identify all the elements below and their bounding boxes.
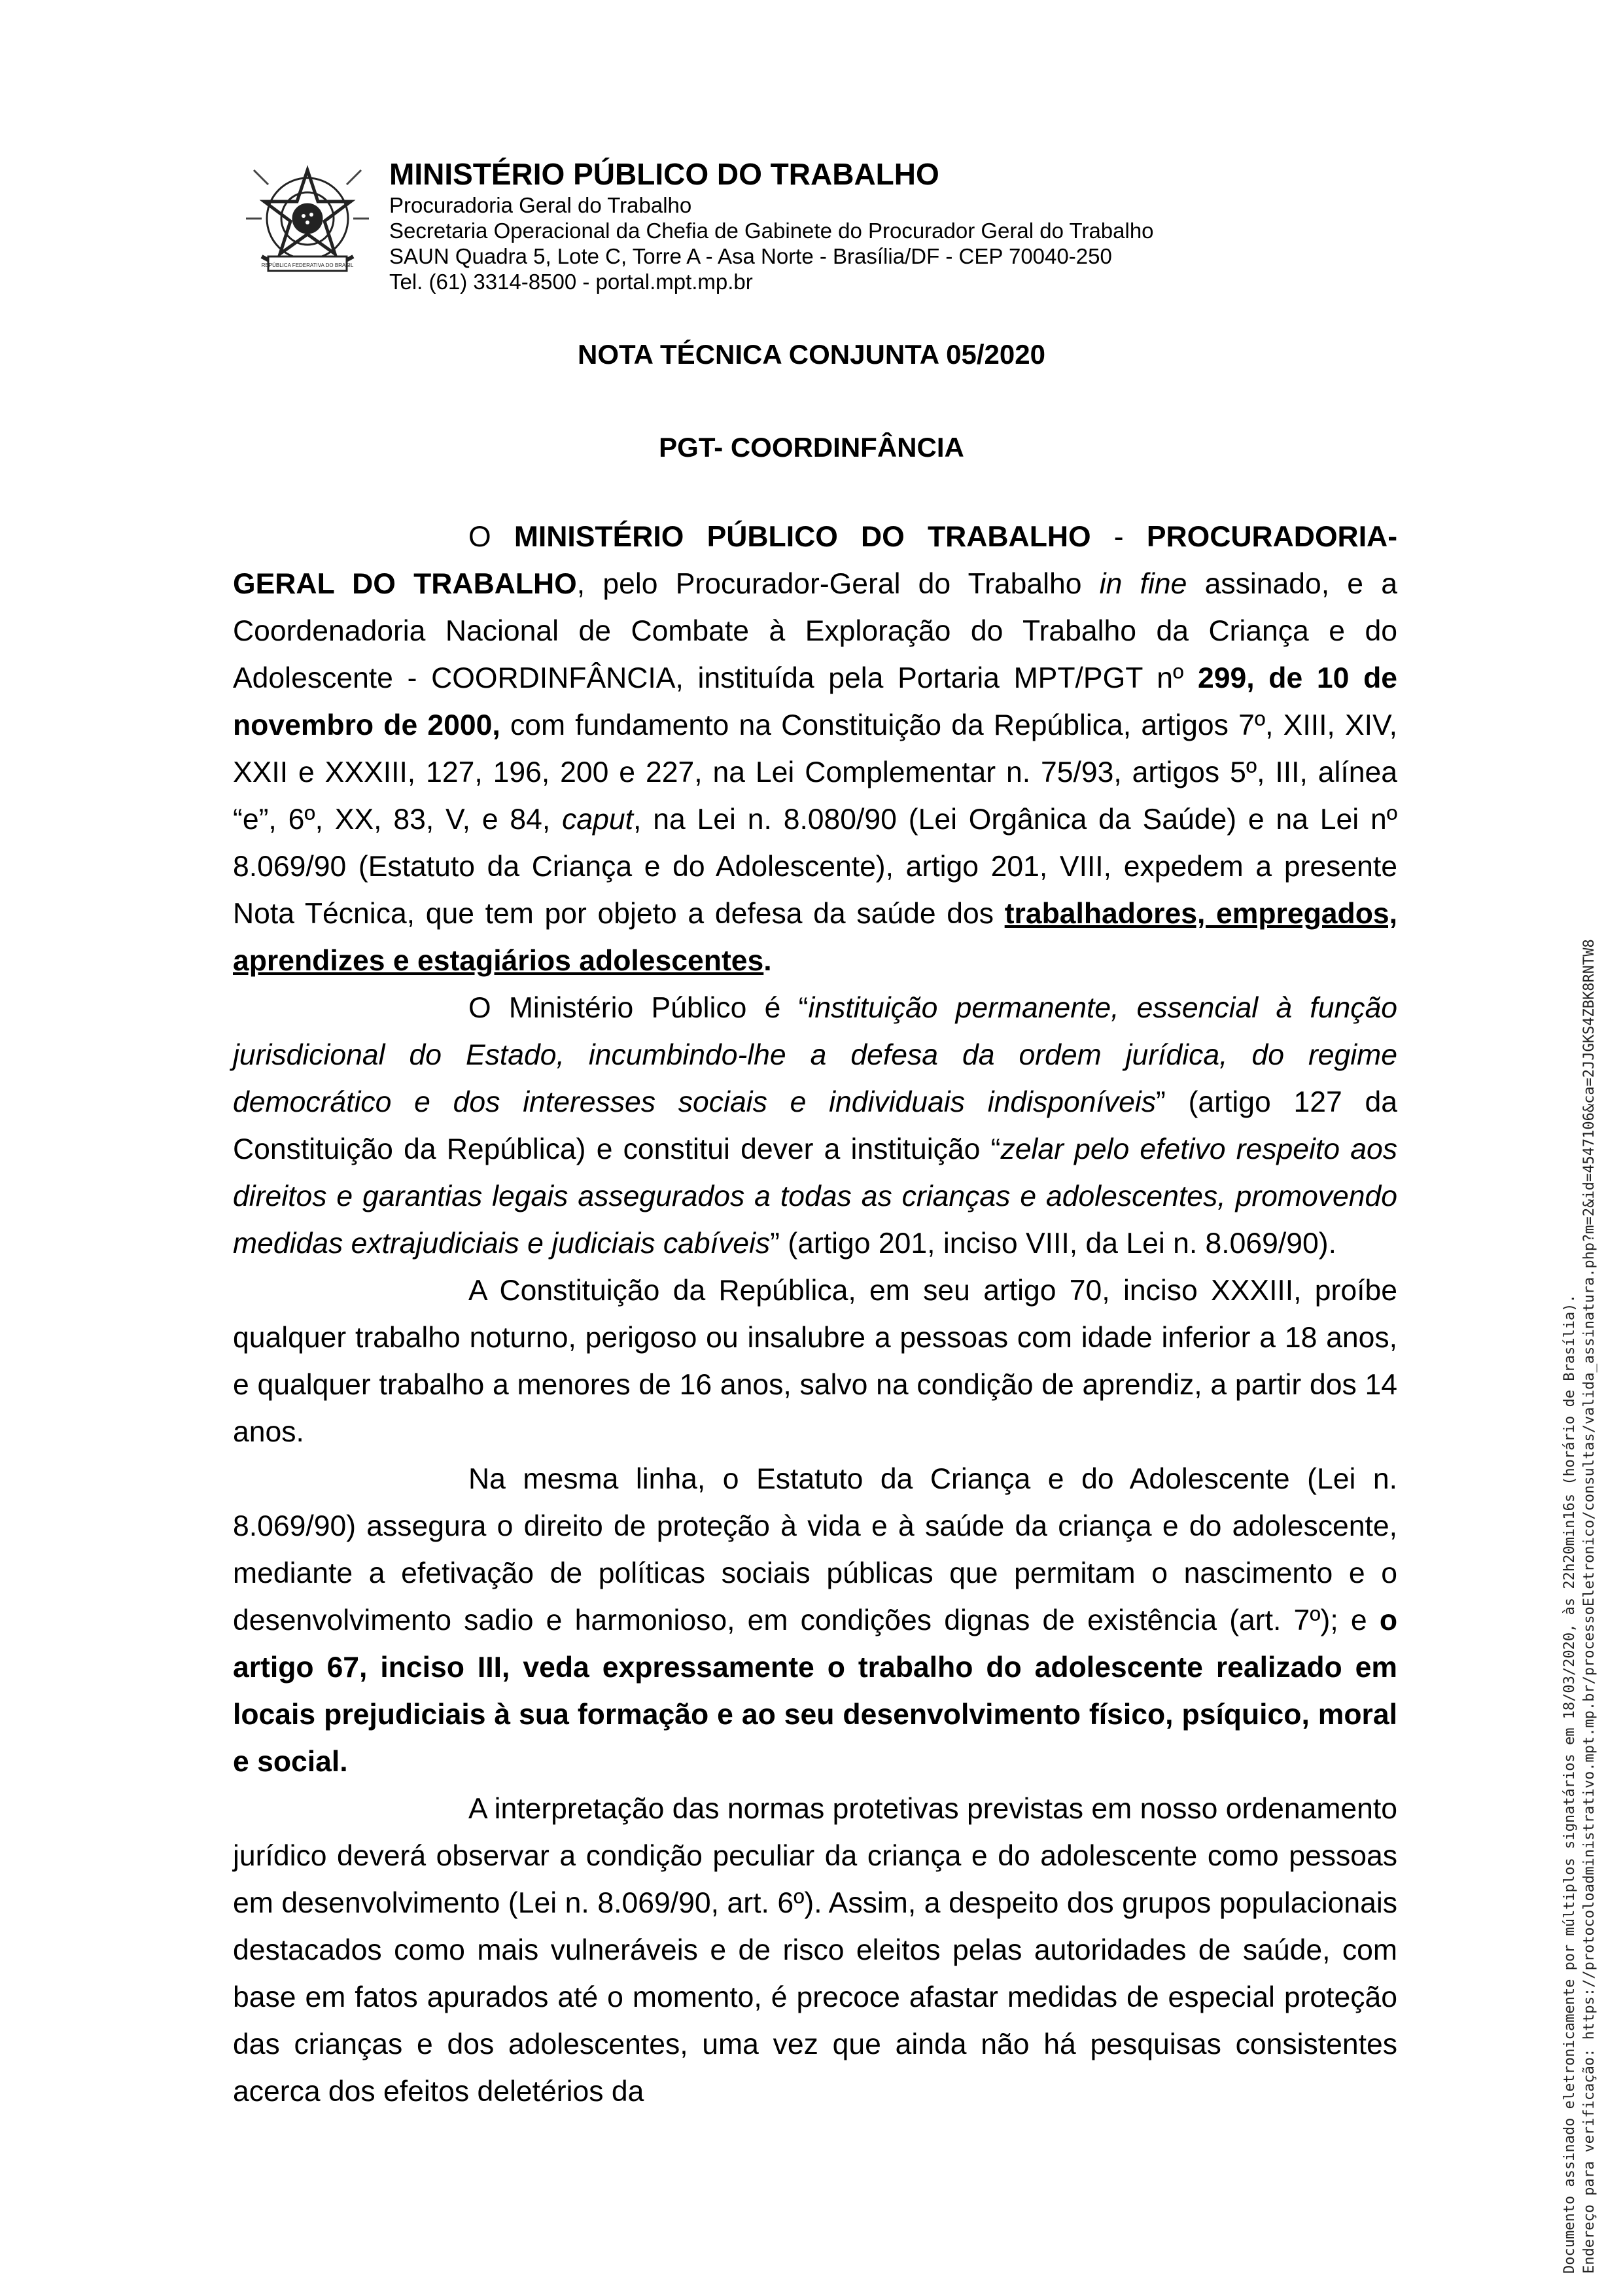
paragraph: A Constituição da República, em seu artigo 70, inciso XXXIII, proíbe qualquer trabalho noturno, perigoso ou insalubre a pessoas com idade inferior a 18 anos, e qualquer trabalho a menores de 16 anos, salvo na condição de aprendiz, a partir dos 14 anos.	[233, 1275, 1397, 1448]
text-bold: 299, de 10 de novembro de 2000,	[233, 662, 1398, 741]
document-body	[233, 514, 1397, 2115]
paragraph	[233, 514, 1397, 985]
text-run: O	[468, 521, 514, 553]
text-run: O Ministério Público é “	[468, 992, 809, 1024]
paragraph	[233, 985, 1397, 1267]
text-bold: PROCURADORIA-GERAL DO TRABALHO	[233, 521, 1398, 600]
text-run: Na mesma linha, o Estatuto da Criança e do Adolescente (Lei n. 8.069/90) assegura o direito de proteção à vida e à saúde da criança e do adolescente, mediante a efetivação de políticas sociais públicas que permitam o nascimento e o desenvolvimento sadio e harmonioso, em condições dignas de existência (art. 7º); e	[233, 1463, 1397, 1636]
text-run: ” (artigo 127 da Constituição da República) e constitui dever a instituição “	[233, 1086, 1397, 1165]
letterhead-contact: Tel. (61) 3314-8500 - portal.mpt.mp.br	[389, 270, 753, 294]
text-run: com fundamento na Constituição da República, artigos 7º, XIII, XIV, XXII e XXXIII, 127, 196, 200 e 227, na Lei Complementar n. 75/93, artigos 5º, III, alínea “e”, 6º, XX, 83, V, e 84,	[233, 709, 1397, 836]
text-italic: in fine	[1099, 568, 1187, 600]
verification-url-line: Endereço para verificação: https://protocoloadministrativo.mpt.mp.br/processoEletronico/consultas/valida_assinatura.php?m=2&id=4547106&ca=2JJGKS4ZBK8RNTW8	[1581, 939, 1597, 2274]
text-italic: zelar pelo efetivo respeito aos direitos e garantias legais assegurados a todas as crianças e adolescentes, promovendo medidas extrajudiciais e judiciais cabíveis	[233, 1133, 1397, 1260]
signature-note-line: Documento assinado eletronicamente por múltiplos signatários em 18/03/2020, às 22h20min16s (horário de Brasília).	[1562, 1294, 1578, 2274]
text-bold-underline: trabalhadores, empregados, aprendizes e estagiários adolescentes	[233, 898, 1397, 977]
letterhead-line: Secretaria Operacional da Chefia de Gabinete do Procurador Geral do Trabalho	[389, 219, 1154, 243]
letterhead	[389, 156, 1370, 294]
paragraph	[233, 1456, 1397, 1786]
text-italic: caput	[562, 804, 633, 836]
signature-verification-note	[1560, 703, 1599, 2274]
text-bold: o artigo 67, inciso III, veda expressamente o trabalho do adolescente realizado em locais prejudiciais à sua formação e ao seu desenvolvimento físico, psíquico, moral e social.	[233, 1604, 1397, 1778]
document-title: NOTA TÉCNICA CONJUNTA 05/2020	[578, 339, 1045, 370]
text-run: assinado, e a Coordenadoria Nacional de Combate à Exploração do Trabalho da Criança e do Adolescente - COORDINFÂNCIA, instituída pela Portaria MPT/PGT nº	[233, 568, 1397, 694]
letterhead-address: SAUN Quadra 5, Lote C, Torre A - Asa Norte - Brasília/DF - CEP 70040-250	[389, 244, 1112, 268]
letterhead-line: Procuradoria Geral do Trabalho	[389, 193, 692, 217]
text-run: ” (artigo 201, inciso VIII, da Lei n. 8.069/90).	[770, 1227, 1336, 1260]
letterhead-org: MINISTÉRIO PÚBLICO DO TRABALHO	[389, 157, 939, 191]
text-bold: .	[763, 945, 772, 977]
text-italic: instituição permanente, essencial à função jurisdicional do Estado, incumbindo-lhe a defesa da ordem jurídica, do regime democrático e dos interesses sociais e individuais indisponíveis	[233, 992, 1397, 1118]
brazil-coat-of-arms-icon	[242, 158, 373, 289]
paragraph: A interpretação das normas protetivas previstas em nosso ordenamento jurídico deverá observar a condição peculiar da criança e do adolescente como pessoas em desenvolvimento (Lei n. 8.069/90, art. 6º). Assim, a despeito dos grupos populacionais destacados como mais vulneráveis e de risco eleitos pelas autoridades de saúde, com base em fatos apurados até o momento, é precoce afastar medidas de especial proteção das crianças e dos adolescentes, uma vez que ainda não há pesquisas consistentes acerca dos efeitos deletérios da	[233, 1793, 1397, 2108]
text-run: , na Lei n. 8.080/90 (Lei Orgânica da Saúde) e na Lei nº 8.069/90 (Estatuto da Criança e do Adolescente), artigo 201, VIII, expedem a presente Nota Técnica, que tem por objeto a defesa da saúde dos	[233, 804, 1397, 930]
text-bold: MINISTÉRIO PÚBLICO DO TRABALHO	[514, 521, 1091, 553]
text-run: , pelo Procurador-Geral do Trabalho	[576, 568, 1100, 600]
seal-ribbon-text: REPÚBLICA FEDERATIVA DO BRASIL	[261, 262, 354, 268]
document-subtitle: PGT- COORDINFÂNCIA	[659, 432, 964, 463]
text-run: -	[1091, 521, 1147, 553]
